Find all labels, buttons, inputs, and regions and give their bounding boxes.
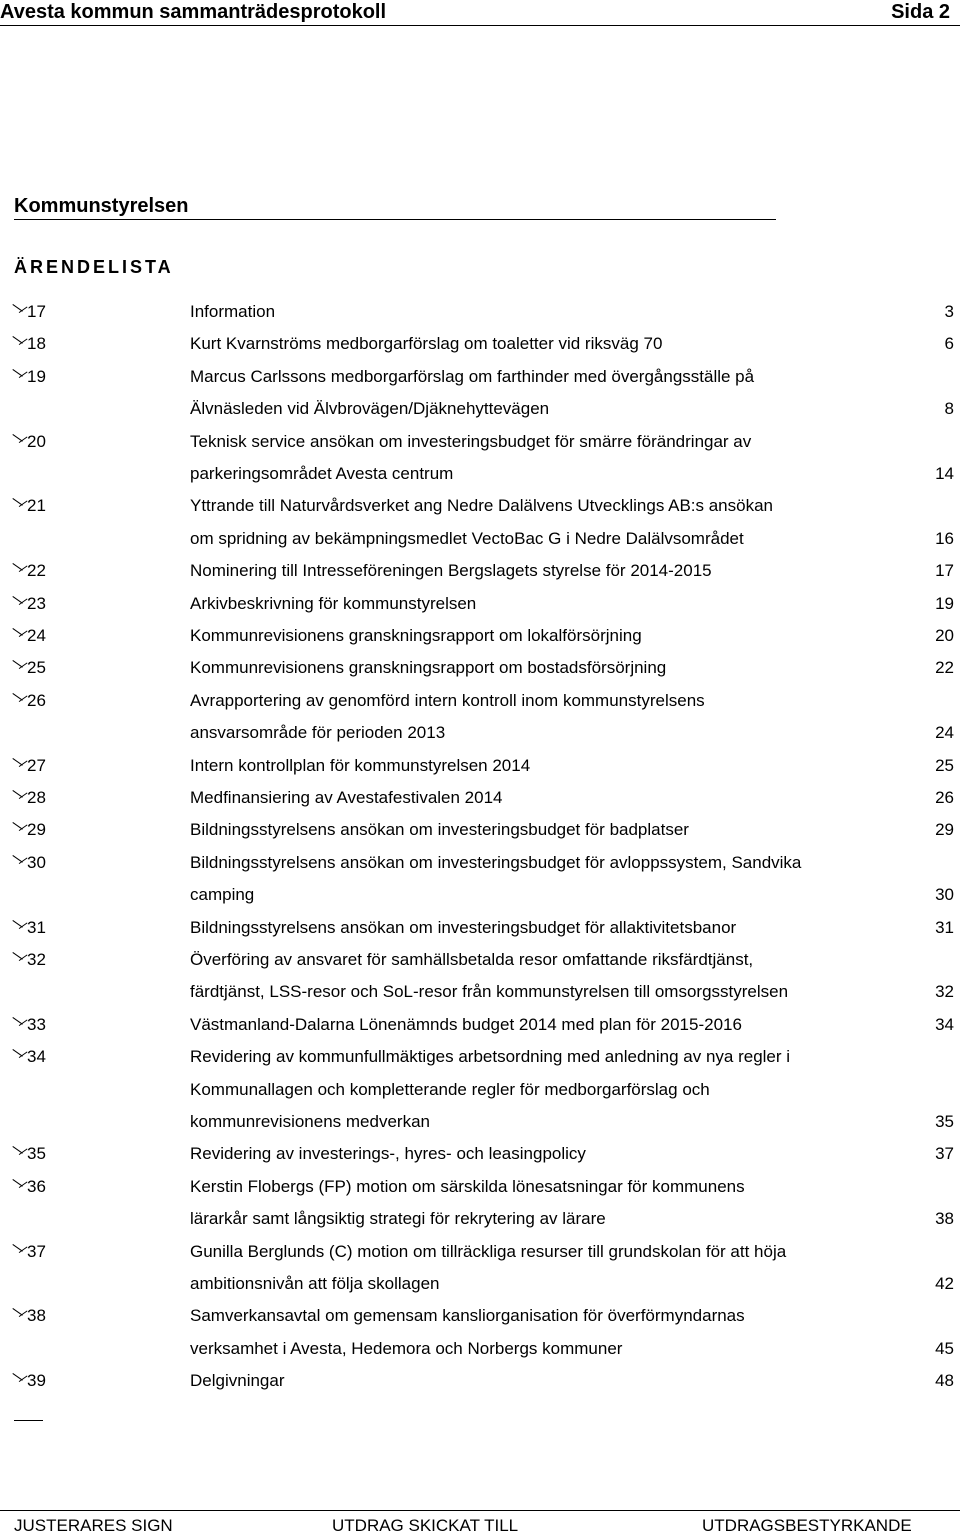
footer-certified-label: UTDRAGSBESTYRKANDE xyxy=(702,1516,912,1535)
item-text: Intern kontrollplan för kommunstyrelsen 2014 xyxy=(190,756,531,775)
item-page-number: 20 xyxy=(935,626,954,645)
item-text: Bildningsstyrelsens ansökan om investeringsbudget för allaktivitetsbanor xyxy=(190,918,737,937)
item-page-number: 45 xyxy=(935,1339,954,1358)
item-page-number: 26 xyxy=(935,788,954,807)
list-end-rule xyxy=(14,1420,43,1421)
item-text: Revidering av investerings-, hyres- och leasingpolicy xyxy=(190,1144,586,1163)
item-page-number: 38 xyxy=(935,1209,954,1228)
list-title: ÄRENDELISTA xyxy=(14,257,174,277)
list-item xyxy=(0,555,960,587)
item-page-number: 30 xyxy=(935,885,954,904)
list-item-continuation xyxy=(0,393,960,425)
item-number: 34 xyxy=(27,1047,46,1066)
item-text: Älvnäsleden vid Älvbrovägen/Djäknehyttevägen xyxy=(190,399,550,418)
list-item xyxy=(0,296,960,328)
item-number: 35 xyxy=(27,1144,46,1163)
item-number: 23 xyxy=(27,594,46,613)
item-page-number: 35 xyxy=(935,1112,954,1131)
item-number: 21 xyxy=(27,496,46,515)
item-page-number: 48 xyxy=(935,1371,954,1390)
item-text: Bildningsstyrelsens ansökan om investeringsbudget för avloppssystem, Sandvika xyxy=(190,853,802,872)
list-item-continuation xyxy=(0,1106,960,1138)
item-text: camping xyxy=(190,885,255,904)
list-item xyxy=(0,782,960,814)
item-text: färdtjänst, LSS-resor och SoL-resor från kommunstyrelsen till omsorgsstyrelsen xyxy=(190,982,789,1001)
item-text: om spridning av bekämpningsmedlet VectoBac G i Nedre Dalälvsområdet xyxy=(190,529,744,548)
list-item xyxy=(0,1171,960,1203)
footer-sent-label: UTDRAG SKICKAT TILL xyxy=(332,1516,519,1535)
item-page-number: 34 xyxy=(935,1015,954,1034)
item-text: Överföring av ansvaret för samhällsbetalda resor omfattande riksfärdtjänst, xyxy=(190,950,754,969)
item-number: 33 xyxy=(27,1015,46,1034)
item-text: Kerstin Flobergs (FP) motion om särskilda lönesatsningar för kommunens xyxy=(190,1177,745,1196)
item-text: Kommunrevisionens granskningsrapport om lokalförsörjning xyxy=(190,626,642,645)
item-page-number: 29 xyxy=(935,820,954,839)
list-item xyxy=(0,750,960,782)
list-item xyxy=(0,361,960,393)
item-page-number: 32 xyxy=(935,982,954,1001)
list-item-continuation xyxy=(0,717,960,749)
item-page-number: 8 xyxy=(944,399,954,418)
item-text: Avrapportering av genomförd intern kontroll inom kommunstyrelsens xyxy=(190,691,705,710)
list-item xyxy=(0,912,960,944)
item-number: 31 xyxy=(27,918,46,937)
item-number: 19 xyxy=(27,367,46,386)
list-item-continuation xyxy=(0,1074,960,1106)
footer-divider xyxy=(0,1510,960,1511)
list-item xyxy=(0,588,960,620)
item-number: 32 xyxy=(27,950,46,969)
list-item xyxy=(0,1138,960,1170)
section-underline xyxy=(14,219,776,220)
item-page-number: 3 xyxy=(944,302,954,321)
item-text: Samverkansavtal om gemensam kansliorganisation för överförmyndarnas xyxy=(190,1306,745,1325)
item-text: kommunrevisionens medverkan xyxy=(190,1112,430,1131)
item-text: Gunilla Berglunds (C) motion om tillräckliga resurser till grundskolan för att höja xyxy=(190,1242,787,1261)
item-text: Bildningsstyrelsens ansökan om investeringsbudget för badplatser xyxy=(190,820,689,839)
header-divider xyxy=(0,25,960,26)
list-item xyxy=(0,944,960,976)
list-item xyxy=(0,1041,960,1073)
list-item-continuation xyxy=(0,879,960,911)
list-item-continuation xyxy=(0,458,960,490)
item-text: Kurt Kvarnströms medborgarförslag om toaletter vid riksväg 70 xyxy=(190,334,663,353)
item-text: ansvarsområde för perioden 2013 xyxy=(190,723,446,742)
item-number: 20 xyxy=(27,432,46,451)
list-item xyxy=(0,490,960,522)
item-number: 38 xyxy=(27,1306,46,1325)
item-page-number: 19 xyxy=(935,594,954,613)
item-text: Arkivbeskrivning för kommunstyrelsen xyxy=(190,594,477,613)
list-item xyxy=(0,1009,960,1041)
list-item xyxy=(0,1236,960,1268)
list-item xyxy=(0,847,960,879)
list-item xyxy=(0,620,960,652)
item-page-number: 22 xyxy=(935,658,954,677)
item-number: 28 xyxy=(27,788,46,807)
item-page-number: 37 xyxy=(935,1144,954,1163)
item-page-number: 14 xyxy=(935,464,954,483)
footer-sign-label: JUSTERARES SIGN xyxy=(14,1516,173,1535)
item-number: 24 xyxy=(27,626,46,645)
list-item xyxy=(0,328,960,360)
item-text: parkeringsområdet Avesta centrum xyxy=(190,464,454,483)
list-item xyxy=(0,426,960,458)
list-item-continuation xyxy=(0,1268,960,1300)
item-text: Teknisk service ansökan om investeringsbudget för smärre förändringar av xyxy=(190,432,752,451)
list-item xyxy=(0,814,960,846)
item-text: Kommunrevisionens granskningsrapport om bostadsförsörjning xyxy=(190,658,667,677)
list-item-continuation xyxy=(0,1203,960,1235)
item-page-number: 42 xyxy=(935,1274,954,1293)
item-number: 17 xyxy=(27,302,46,321)
list-item xyxy=(0,652,960,684)
item-text: Medfinansiering av Avestafestivalen 2014 xyxy=(190,788,503,807)
item-number: 29 xyxy=(27,820,46,839)
list-item-continuation xyxy=(0,523,960,555)
item-number: 22 xyxy=(27,561,46,580)
item-number: 36 xyxy=(27,1177,46,1196)
document-title: Avesta kommun sammanträdesprotokoll xyxy=(0,1,387,23)
item-text: verksamhet i Avesta, Hedemora och Norbergs kommuner xyxy=(190,1339,623,1358)
page-number: Sida 2 xyxy=(891,1,950,23)
item-text: Kommunallagen och kompletterande regler för medborgarförslag och xyxy=(190,1080,710,1099)
list-item xyxy=(0,1365,960,1397)
item-page-number: 16 xyxy=(935,529,954,548)
item-number: 26 xyxy=(27,691,46,710)
page-footer xyxy=(0,1510,960,1536)
list-item-continuation xyxy=(0,976,960,1008)
item-text: ambitionsnivån att följa skollagen xyxy=(190,1274,440,1293)
item-number: 18 xyxy=(27,334,46,353)
item-number: 37 xyxy=(27,1242,46,1261)
item-page-number: 31 xyxy=(935,918,954,937)
item-text: lärarkår samt långsiktig strategi för rekrytering av lärare xyxy=(190,1209,606,1228)
item-number: 30 xyxy=(27,853,46,872)
list-item xyxy=(0,685,960,717)
page-header xyxy=(0,0,960,26)
item-number: 27 xyxy=(27,756,46,775)
item-text: Delgivningar xyxy=(190,1371,285,1390)
item-number: 25 xyxy=(27,658,46,677)
item-page-number: 25 xyxy=(935,756,954,775)
item-text: Nominering till Intresseföreningen Bergslagets styrelse för 2014-2015 xyxy=(190,561,712,580)
list-item-continuation xyxy=(0,1333,960,1365)
item-page-number: 24 xyxy=(935,723,954,742)
section-title: Kommunstyrelsen xyxy=(14,195,189,217)
item-text: Information xyxy=(190,302,276,321)
item-text: Västmanland-Dalarna Lönenämnds budget 2014 med plan för 2015-2016 xyxy=(190,1015,742,1034)
item-number: 39 xyxy=(27,1371,46,1390)
item-page-number: 6 xyxy=(944,334,954,353)
item-text: Revidering av kommunfullmäktiges arbetsordning med anledning av nya regler i xyxy=(190,1047,791,1066)
item-text: Yttrande till Naturvårdsverket ang Nedre Dalälvens Utvecklings AB:s ansökan xyxy=(190,496,774,515)
item-text: Marcus Carlssons medborgarförslag om farthinder med övergångsställe på xyxy=(190,367,755,386)
list-item xyxy=(0,1300,960,1332)
item-page-number: 17 xyxy=(935,561,954,580)
